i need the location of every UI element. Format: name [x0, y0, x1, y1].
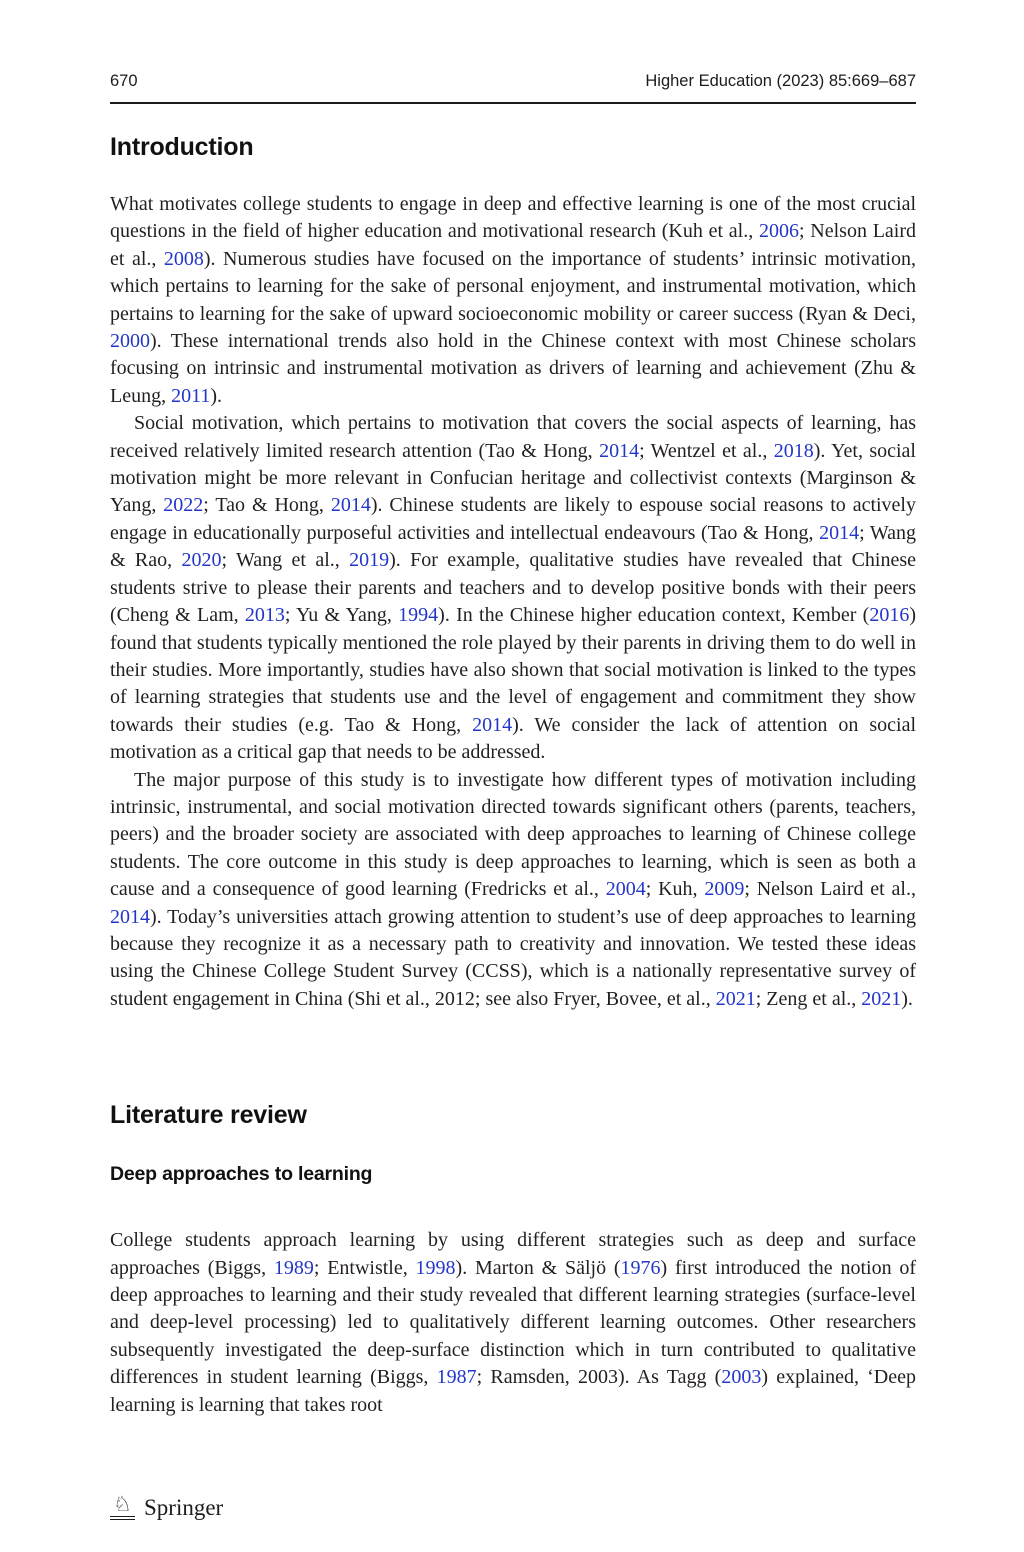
citation-link[interactable]: 2003 — [721, 1366, 762, 1389]
citation-link[interactable]: 2018 — [773, 439, 814, 462]
citation-link[interactable]: 2014 — [599, 439, 640, 462]
paragraph-intro-2: Social motivation, which pertains to motivation that covers the social aspects of learning, has received relatively limited research attention (Tao & Hong, 2014; Wentzel et al., 2018). Yet, social motivation might be more relevant in Confucian heritage and collectivist contexts (Marginson & Yang, 2022; Tao & Hong, 2014). Chinese students are likely to espouse social reasons to actively engage in educationally purposeful activities and intellectual endeavours (Tao & Hong, 2014; Wang & Rao, 2020; Wang et al., 2019). For example, qualitative studies have revealed that Chinese students strive to please their parents and teachers and to develop positive bonds with their peers (Cheng & Lam, 2013; Yu & Yang, 1994). In the Chinese higher education context, Kember (2016) found that students typically mentioned the role played by their parents in driving them to do well in their studies. More importantly, studies have also shown that social motivation is linked to the types of learning strategies that students use and the level of engagement and commitment they show towards their studies (e.g. Tao & Hong, 2014). We consider the lack of attention on social motivation as a critical gap that needs to be addressed. — [110, 412, 917, 764]
citation-link[interactable]: 2020 — [181, 549, 222, 572]
citation-link[interactable]: 2021 — [861, 987, 902, 1010]
running-head — [110, 0, 916, 104]
citation-link[interactable]: 2014 — [330, 494, 371, 517]
citation-link[interactable]: 1989 — [273, 1256, 314, 1279]
citation-link[interactable]: 2009 — [704, 878, 745, 901]
springer-logo-icon — [110, 1492, 135, 1520]
citation-link[interactable]: 1994 — [398, 604, 439, 627]
springer-horse-glyph: ♘ — [113, 1491, 132, 1516]
citation-link[interactable]: 2014 — [472, 713, 513, 736]
citation-link[interactable]: 2011 — [171, 384, 211, 407]
citation-link[interactable]: 2014 — [819, 521, 860, 544]
paragraph-lit-1: College students approach learning by using different strategies such as deep and surface approaches (Biggs, 1989; Entwistle, 1998). Marton & Säljö (1976) first introduced the notion of deep approaches to learning and their study revealed that different learning strategies (surface-level and deep-level processing) led to qualitatively different learning outcomes. Other researchers subsequently investigated the deep-surface distinction which in turn contributed to qualitative differences in student learning (Biggs, 1987; Ramsden, 2003). As Tagg (2003) explained, ‘Deep learning is learning that takes root — [110, 1229, 917, 1416]
publisher-name: Springer — [144, 1495, 224, 1520]
citation-link[interactable]: 2021 — [715, 987, 756, 1010]
citation-link[interactable]: 2019 — [349, 549, 390, 572]
citation-link[interactable]: 2000 — [110, 330, 150, 353]
citation-link[interactable]: 2016 — [869, 604, 910, 627]
page-footer — [110, 1492, 223, 1520]
section-heading-literature-review: Literature review — [110, 1101, 307, 1130]
paragraph-intro-1: What motivates college students to engage in deep and effective learning is one of the most crucial questions in the field of higher education and motivational research (Kuh et al., 2006; Nelson Laird et al., 2008). Numerous studies have focused on the importance of students’ intrinsic motivation, which pertains to learning for the sake of personal enjoyment, and instrumental motivation, which pertains to learning for the sake of upward socioeconomic mobility or career success (Ryan & Deci, 2000). These international trends also hold in the Chinese context with most Chinese scholars focusing on intrinsic and instrumental motivation as drivers of learning and achievement (Zhu & Leung, 2011). — [110, 193, 917, 407]
page-number: 670 — [110, 72, 138, 90]
journal-reference: Higher Education (2023) 85:669–687 — [645, 72, 916, 90]
citation-link[interactable]: 2013 — [244, 604, 285, 627]
citation-link[interactable]: 2008 — [163, 247, 204, 270]
citation-link[interactable]: 2006 — [758, 220, 799, 243]
citation-link[interactable]: 1976 — [620, 1256, 661, 1279]
citation-link[interactable]: 1987 — [436, 1366, 477, 1389]
citation-link[interactable]: 2022 — [163, 494, 204, 517]
text-column — [110, 0, 916, 1419]
subsection-heading-deep-approaches: Deep approaches to learning — [110, 1163, 373, 1186]
citation-link[interactable]: 1998 — [415, 1256, 456, 1279]
citation-link[interactable]: 2004 — [605, 878, 646, 901]
citation-link[interactable]: 2014 — [110, 905, 150, 928]
section-heading-introduction: Introduction — [110, 133, 254, 161]
paragraph-intro-3: The major purpose of this study is to investigate how different types of motivation including intrinsic, instrumental, and social motivation directed towards significant others (parents, teachers, peers) and the broader society are associated with deep approaches to learning of Chinese college students. The core outcome in this study is deep approaches to learning, which is seen as both a cause and a consequence of good learning (Fredricks et al., 2004; Kuh, 2009; Nelson Laird et al., 2014). Today’s universities attach growing attention to student’s use of deep approaches to learning because they recognize it as a necessary path to creativity and innovation. We tested these ideas using the Chinese College Student Survey (CCSS), which is a nationally representative survey of student engagement in China (Shi et al., 2012; see also Fryer, Bovee, et al., 2021; Zeng et al., 2021). — [110, 768, 916, 1010]
